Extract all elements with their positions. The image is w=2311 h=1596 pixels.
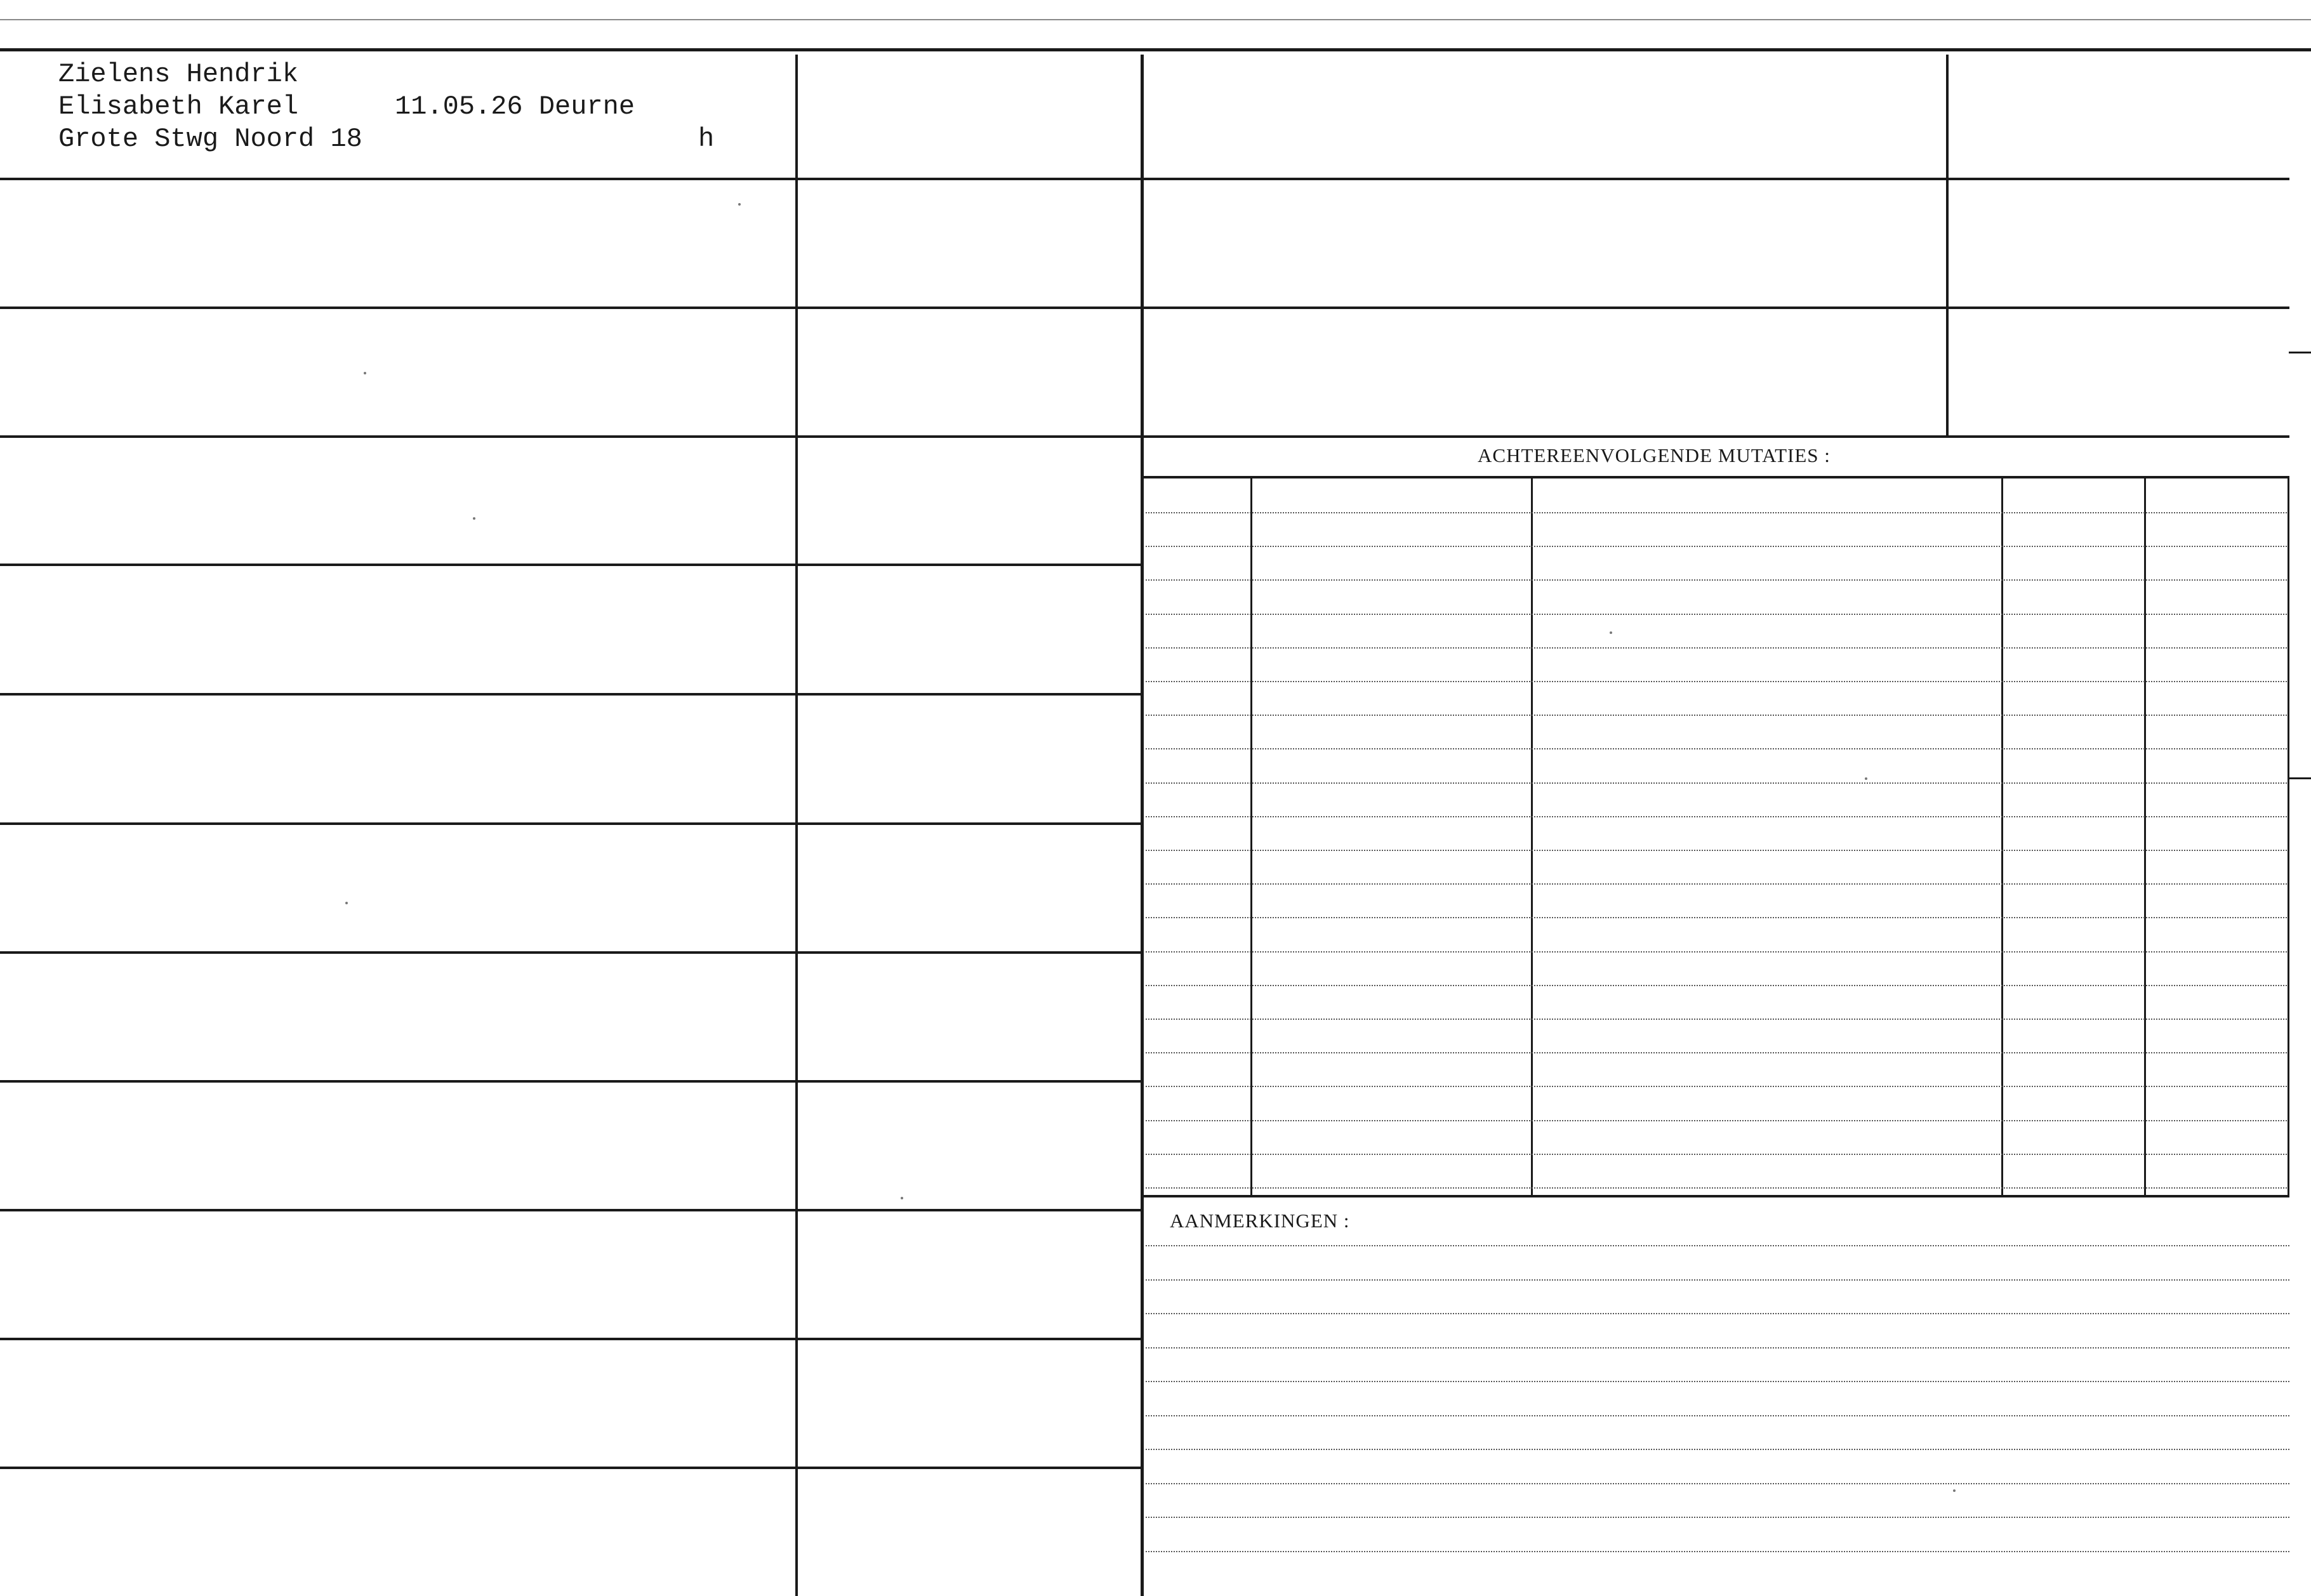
left-row-rule [0,1467,1141,1469]
mutation-row-line [1146,883,2287,885]
typed-name-line: Zielens Hendrik [58,59,299,89]
remark-row-line [1146,1415,2289,1416]
mutation-row-line [1146,1086,2287,1087]
left-row-rule [0,307,1141,309]
mutation-row-line [1146,782,2287,784]
left-row-rule [0,564,1141,566]
left-row-rule [0,435,1141,438]
mutation-row-line [1146,1052,2287,1053]
scan-speck [738,203,741,206]
mutations-col-rule [1250,478,1252,1195]
scan-speck [364,372,366,374]
typed-mark: h [698,124,715,154]
mutation-row-line [1146,951,2287,953]
mutations-table-top [1144,476,2289,478]
mutation-row-line [1146,512,2287,513]
mutation-row-line [1146,1187,2287,1189]
scan-speck [345,902,348,904]
scan-speck [901,1197,903,1199]
remark-row-line [1146,1347,2289,1349]
mutation-row-line [1146,579,2287,581]
remarks-heading: AANMERKINGEN : [1170,1210,1350,1232]
column-rule-3 [1946,55,1949,435]
column-rule-2 [1141,55,1144,1596]
left-row-rule [0,1338,1141,1340]
mutations-col-rule [2288,478,2289,1197]
right-row-rule [1144,178,2289,180]
mutations-col-rule [1531,478,1533,1195]
scan-speck [1953,1489,1956,1492]
edge-tick [2289,352,2311,353]
edge-tick [2289,777,2311,779]
mutation-row-line [1146,614,2287,615]
remark-row-line [1146,1483,2289,1484]
left-row-rule [0,178,1141,180]
remark-row-line [1146,1245,2289,1246]
mutation-row-line [1146,1154,2287,1155]
remark-row-line [1146,1279,2289,1281]
mutation-row-line [1146,681,2287,682]
mutation-row-line [1146,546,2287,547]
scan-speck [473,517,475,520]
remark-row-line [1146,1381,2289,1382]
mutations-heading: ACHTEREENVOLGENDE MUTATIES : [1478,444,1831,466]
scan-speck [1865,777,1867,780]
scan-speck [1610,631,1612,634]
typed-birth-data: 11.05.26 Deurne [395,91,635,122]
left-row-rule [0,1209,1141,1211]
mutation-row-line [1146,715,2287,716]
remark-row-line [1146,1449,2289,1450]
left-row-rule [0,822,1141,825]
typed-given-names: Elisabeth Karel [58,91,299,122]
card-tear-edge [0,19,2311,20]
right-row-rule [1144,307,2289,309]
mutations-col-rule [2001,478,2003,1195]
left-row-rule [0,1080,1141,1083]
mutations-table-bottom [1144,1195,2289,1197]
left-row-rule [0,693,1141,696]
remark-row-line [1146,1313,2289,1314]
right-row-rule [1144,435,2289,438]
mutation-row-line [1146,850,2287,851]
mutation-row-line [1146,985,2287,986]
mutation-row-line [1146,647,2287,649]
column-rule-1 [795,55,798,1596]
card-top-edge [0,48,2311,51]
mutations-col-rule [2144,478,2146,1195]
left-row-rule [0,951,1141,954]
mutation-row-line [1146,1120,2287,1121]
remark-row-line [1146,1517,2289,1518]
mutation-row-line [1146,917,2287,918]
mutation-row-line [1146,1019,2287,1020]
mutation-row-line [1146,748,2287,749]
mutation-row-line [1146,816,2287,817]
remark-row-line [1146,1551,2289,1552]
typed-address: Grote Stwg Noord 18 [58,124,362,154]
